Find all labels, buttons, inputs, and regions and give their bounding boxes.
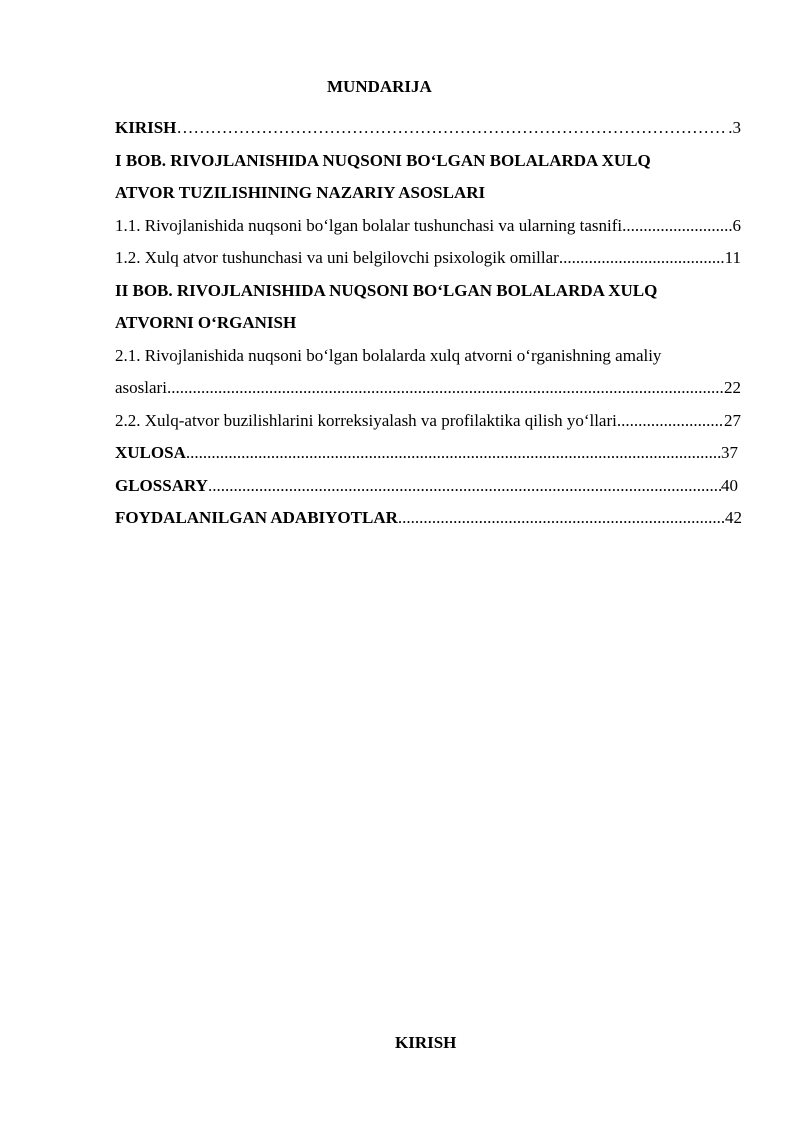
toc-page-number: 6	[732, 215, 741, 235]
toc-entry-intro[interactable]	[115, 112, 741, 145]
dot-leader	[559, 242, 725, 275]
dot-leader	[398, 502, 725, 535]
table-of-contents	[115, 112, 741, 535]
toc-page-number: 11	[724, 248, 741, 267]
toc-page-number: 40	[721, 475, 738, 495]
toc-entry-2-1[interactable]	[115, 372, 741, 405]
toc-entry-label: 2.2. Xulq-atvor buzilishlarini korreksiyalash va profilaktika qilish yo‘llari	[115, 410, 617, 430]
toc-entry-1-1[interactable]	[115, 210, 741, 243]
section-title-intro: KIRISH	[395, 1033, 457, 1052]
toc-entry-references[interactable]	[115, 502, 742, 535]
toc-chapter-1-line-1[interactable]: I BOB. RIVOJLANISHIDA NUQSONI BO‘LGAN BOLALARDA XULQ	[115, 150, 651, 170]
toc-entry-label: KIRISH	[115, 118, 177, 137]
toc-entry-label: asoslari	[115, 378, 167, 397]
toc-title: MUNDARIJA	[327, 77, 432, 96]
toc-entry-glossary[interactable]	[115, 470, 738, 503]
toc-entry-conclusion[interactable]	[115, 437, 738, 470]
toc-page-number: 37	[721, 443, 738, 462]
toc-chapter-1-line-2[interactable]: ATVOR TUZILISHINING NAZARIY ASOSLARI	[115, 183, 486, 202]
toc-entry-label: FOYDALANILGAN ADABIYOTLAR	[115, 508, 398, 527]
toc-entry-2-2[interactable]	[115, 405, 741, 438]
toc-entry-label: XULOSA	[115, 443, 186, 462]
toc-page-number: 27	[724, 410, 741, 430]
toc-page-number: .3	[728, 118, 741, 137]
toc-page-number: 42	[725, 508, 742, 527]
toc-entry-label: 1.2. Xulq atvor tushunchasi va uni belgilovchi psixologik omillar	[115, 248, 559, 267]
toc-chapter-2-line-1[interactable]: II BOB. RIVOJLANISHIDA NUQSONI BO‘LGAN BOLALARDA XULQ	[115, 280, 658, 300]
toc-entry-2-1-line-1[interactable]: 2.1. Rivojlanishida nuqsoni bo‘lgan bolalarda xulq atvorni o‘rganishning amaliy	[115, 345, 662, 365]
dot-leader	[208, 470, 721, 503]
dot-leader	[186, 437, 721, 470]
toc-entry-label: GLOSSARY	[115, 475, 208, 495]
dot-leader	[167, 372, 724, 405]
dot-leader	[622, 210, 732, 243]
toc-entry-label: 1.1. Rivojlanishida nuqsoni bo‘lgan bolalar tushunchasi va ularning tasnifi	[115, 215, 623, 235]
dot-leader	[617, 405, 724, 438]
toc-entry-1-2[interactable]	[115, 242, 741, 275]
toc-chapter-2-line-2[interactable]: ATVORNI O‘RGANISH	[115, 313, 297, 332]
toc-page-number: 22	[724, 378, 741, 397]
dot-leader	[176, 112, 728, 145]
